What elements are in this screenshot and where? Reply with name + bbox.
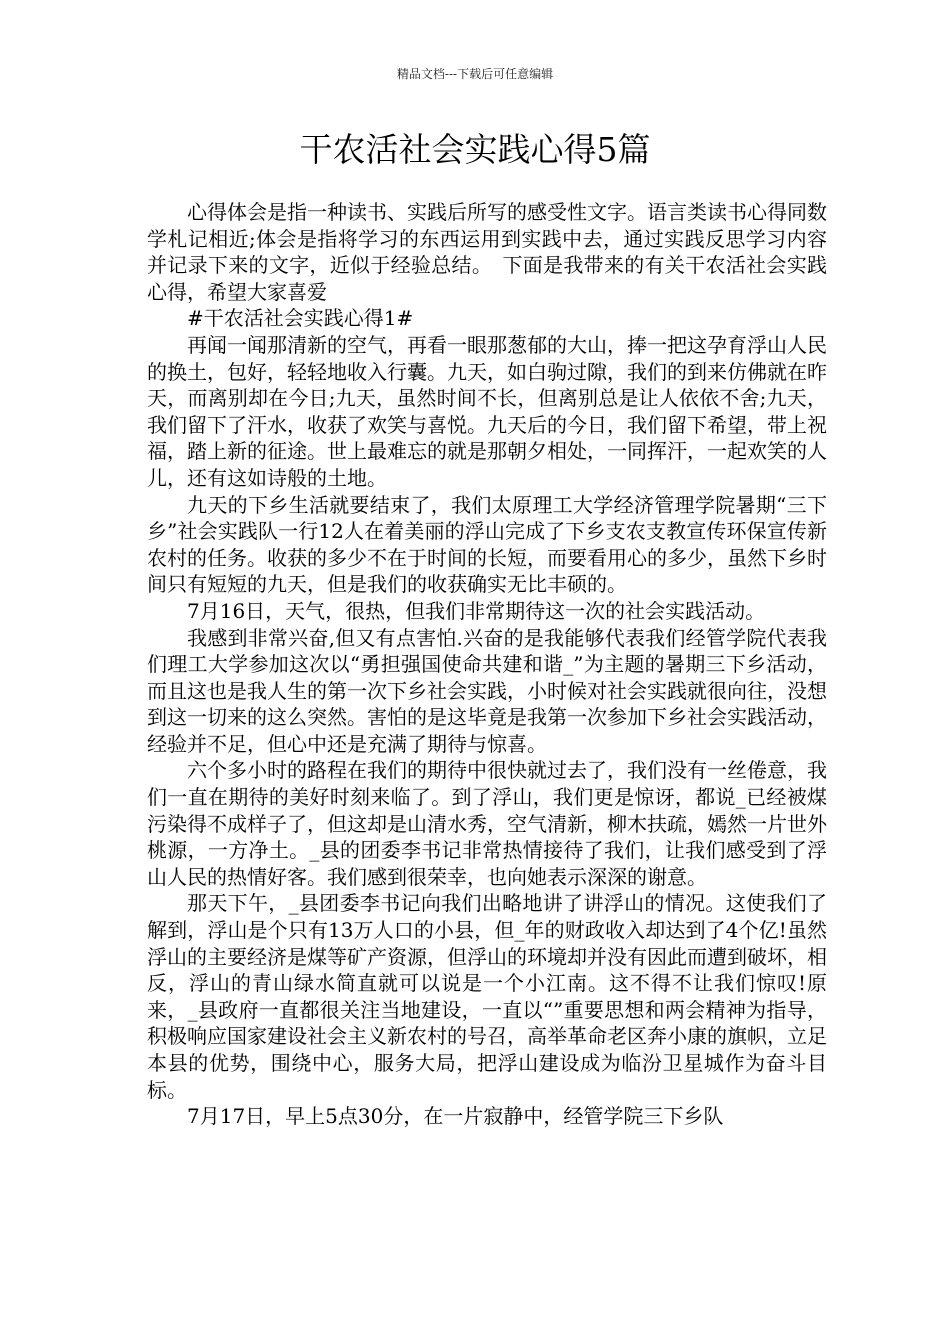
intro-paragraph: 心得体会是指一种读书、实践后所写的感受性文字。语言类读书心得同数学札记相近;体会是指将学习的东西运用到实践中去，通过实践反思学习内容并记录下来的文字，近似于经验总结。 下面是我带来的有关干农活社会实践心得，希望大家喜爱 bbox=[147, 200, 827, 304]
body-paragraph: 九天的下乡生活就要结束了，我们太原理工大学经济管理学院暑期“三下乡”社会实践队一行12人在着美丽的浮山完成了下乡支农支教宣传环保宣传新农村的任务。收获的多少不在于时间的长短，而要看用心的多少，虽然下乡时间只有短短的九天，但是我们的收获确实无比丰硕的。 bbox=[147, 492, 827, 597]
body-paragraph: 那天下午，_县团委李书记向我们出略地讲了讲浮山的情况。这使我们了解到，浮山是个只有13万人口的小县，但_年的财政收入却达到了4个亿!虽然浮山的主要经济是煤等矿产资源，但浮山的环境却并没有因此而遭到破坏，相反，浮山的青山绿水简直就可以说是一个小江南。这不得不让我们惊叹!原来，_县政府一直都很关注当地建设，一直以“”重要思想和两会精神为指导，积极响应国家建设社会主义新农村的号召，高举革命老区奔小康的旗帜，立足本县的优势，围绕中心，服务大局，把浮山建设成为临汾卫星城作为奋斗目标。 bbox=[147, 891, 827, 1102]
header-note: 精品文档---下载后可任意编辑 bbox=[396, 67, 554, 81]
document-title: 干农活社会实践心得5篇 bbox=[299, 130, 651, 169]
body-paragraph: 再闻一闻那清新的空气，再看一眼那葱郁的大山，捧一把这孕育浮山人民的换土，包好，轻轻地收入行囊。九天，如白驹过隙，我们的到来仿佛就在昨天，而离别却在今日;九天，虽然时间不长，但离别总是让人依依不舍;九天，我们留下了汗水，收获了欢笑与喜悦。九天后的今日，我们留下希望，带上祝福，踏上新的征途。世上最难忘的就是那朝夕相处，一同挥汗，一起欢笑的人儿，还有这如诗般的土地。 bbox=[147, 332, 827, 490]
body-paragraph: 7月17日，早上5点30分，在一片寂静中，经管学院三下乡队 bbox=[187, 1104, 724, 1129]
document-body bbox=[147, 199, 827, 1130]
body-paragraph: 7月16日，天气，很热，但我们非常期待这一次的社会实践活动。 bbox=[187, 598, 766, 623]
body-paragraph: 六个多小时的路程在我们的期待中很快就过去了，我们没有一丝倦意，我们一直在期待的美好时刻来临了。到了浮山，我们更是惊讶，都说_已经被煤污染得不成样子了，但这却是山清水秀，空气清新，柳木扶疏，嫣然一片世外桃源，一方净土。_县的团委李书记非常热情接待了我们，让我们感受到了浮山人民的热情好客。我们感到很荣幸，也向她表示深深的谢意。 bbox=[147, 758, 827, 889]
body-paragraph: 我感到非常兴奋,但又有点害怕.兴奋的是我能够代表我们经管学院代表我们理工大学参加这次以“勇担强国使命共建和谐_”为主题的暑期三下乡活动，而且这也是我人生的第一次下乡社会实践，小时候对社会实践就很向往，没想到这一切来的这么突然。害怕的是这毕竟是我第一次参加下乡社会实践活动，经验并不足，但心中还是充满了期待与惊喜。 bbox=[147, 625, 827, 756]
section-heading: #干农活社会实践心得1# bbox=[187, 306, 414, 331]
